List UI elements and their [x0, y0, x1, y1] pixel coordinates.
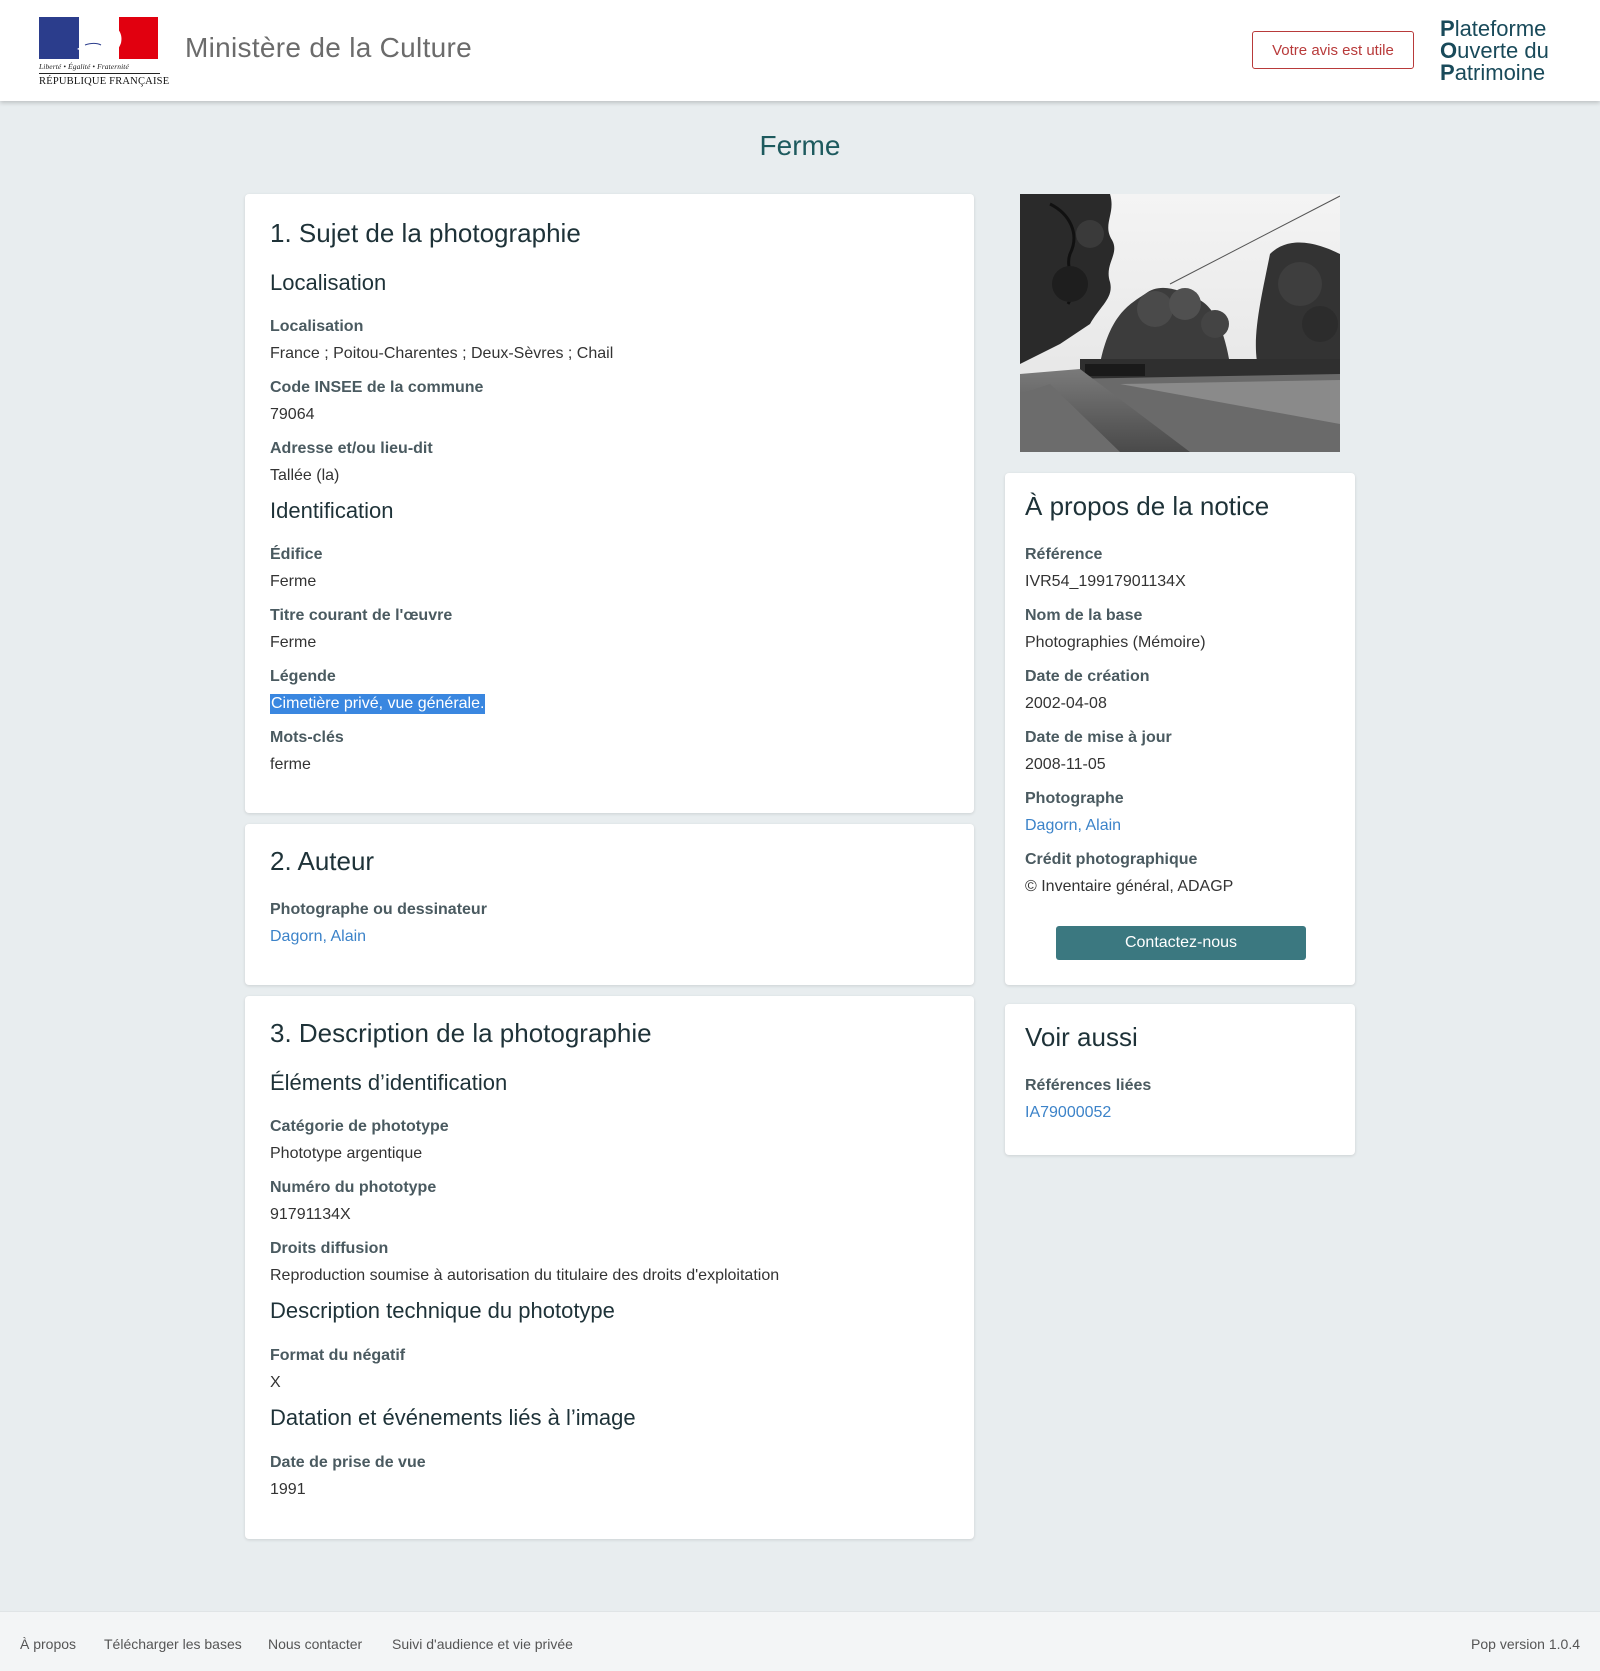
footer-version: Pop version 1.0.4	[1471, 1636, 1580, 1652]
republic-name: RÉPUBLIQUE FRANÇAISE	[39, 76, 170, 87]
republique-francaise-logo[interactable]	[39, 17, 170, 89]
marianne-icon	[67, 21, 131, 59]
field-label: Crédit photographique	[1025, 851, 1198, 868]
section-description-card	[245, 996, 974, 1539]
field-value: ferme	[270, 756, 311, 773]
elements-heading: Éléments d’identification	[270, 1070, 508, 1095]
field-label: Photographe ou dessinateur	[270, 901, 487, 918]
field-value: 91791134X	[270, 1206, 351, 1223]
field-label: Date de création	[1025, 668, 1150, 685]
ministry-name[interactable]: Ministère de la Culture	[185, 32, 473, 63]
pop-logo-line-1: Plateforme	[1440, 16, 1547, 41]
logo-divider	[39, 73, 160, 74]
field-label: Adresse et/ou lieu-dit	[270, 440, 433, 457]
photographer-link[interactable]: Dagorn, Alain	[1025, 817, 1122, 834]
field-value: X	[270, 1374, 281, 1391]
field-label: Légende	[270, 668, 336, 685]
field-value: Ferme	[270, 573, 317, 590]
author-link[interactable]: Dagorn, Alain	[270, 928, 367, 945]
contact-button[interactable]: Contactez-nous	[1056, 926, 1306, 960]
pop-logo-line-3: Patrimoine	[1440, 60, 1546, 85]
field-value: Reproduction soumise à autorisation du titulaire des droits d'exploitation	[270, 1267, 780, 1284]
field-value: Tallée (la)	[270, 467, 340, 484]
about-notice-title: À propos de la notice	[1025, 491, 1270, 521]
site-header	[0, 0, 1600, 101]
field-value: 2008-11-05	[1025, 756, 1106, 773]
section-description-title: 3. Description de la photographie	[270, 1018, 652, 1048]
linked-reference-link[interactable]: IA79000052	[1025, 1104, 1112, 1121]
footer-link-privacy[interactable]: Suivi d'audience et vie privée	[392, 1636, 573, 1652]
field-value: IVR54_19917901134X	[1025, 573, 1186, 590]
field-label: Titre courant de l'œuvre	[270, 607, 453, 624]
page-title: Ferme	[759, 130, 841, 161]
republic-motto: Liberté • Égalité • Fraternité	[39, 62, 129, 71]
field-label: Date de mise à jour	[1025, 729, 1172, 746]
site-footer	[0, 1611, 1600, 1671]
field-value: Ferme	[270, 634, 317, 651]
field-label: Références liées	[1025, 1077, 1152, 1094]
footer-link-about[interactable]: À propos	[20, 1636, 77, 1652]
section-author-card	[245, 824, 974, 985]
field-value: Phototype argentique	[270, 1145, 423, 1162]
farm-road-photo[interactable]	[1020, 194, 1340, 452]
see-also-card	[1005, 1004, 1355, 1155]
section-author-title: 2. Auteur	[270, 846, 375, 876]
field-label: Nom de la base	[1025, 607, 1143, 624]
feedback-button[interactable]: Votre avis est utile	[1252, 31, 1414, 69]
field-value: 79064	[270, 406, 315, 423]
field-value: 1991	[270, 1481, 306, 1498]
field-value: Photographies (Mémoire)	[1025, 634, 1206, 651]
field-value: © Inventaire général, ADAGP	[1025, 878, 1234, 895]
about-notice-card	[1005, 473, 1355, 985]
field-label: Référence	[1025, 546, 1103, 563]
field-label: Photographe	[1025, 790, 1124, 807]
field-label: Mots-clés	[270, 729, 344, 746]
pop-logo[interactable]	[1440, 18, 1549, 84]
legend-value-selected[interactable]: Cimetière privé, vue générale.	[271, 695, 485, 712]
footer-link-download[interactable]: Télécharger les bases	[104, 1636, 242, 1652]
field-label: Date de prise de vue	[270, 1454, 426, 1471]
field-label: Droits diffusion	[270, 1240, 389, 1257]
field-label: Édifice	[270, 546, 323, 563]
technique-heading: Description technique du phototype	[270, 1298, 615, 1323]
footer-link-contact[interactable]: Nous contacter	[268, 1636, 363, 1652]
field-value: 2002-04-08	[1025, 695, 1107, 712]
section-subject-card	[245, 194, 974, 813]
field-label: Format du négatif	[270, 1347, 406, 1364]
field-value: France ; Poitou-Charentes ; Deux-Sèvres ; Chail	[270, 345, 614, 362]
pop-logo-line-2: Ouverte du	[1440, 38, 1549, 63]
datation-heading: Datation et événements liés à l’image	[270, 1405, 636, 1430]
identification-heading: Identification	[270, 498, 394, 523]
field-label: Numéro du phototype	[270, 1179, 437, 1196]
photo-image	[1020, 194, 1340, 452]
field-label: Code INSEE de la commune	[270, 379, 484, 396]
field-label: Localisation	[270, 318, 364, 335]
localisation-heading: Localisation	[270, 270, 387, 295]
field-label: Catégorie de phototype	[270, 1118, 449, 1135]
see-also-title: Voir aussi	[1025, 1022, 1138, 1052]
section-subject-title: 1. Sujet de la photographie	[270, 218, 581, 248]
